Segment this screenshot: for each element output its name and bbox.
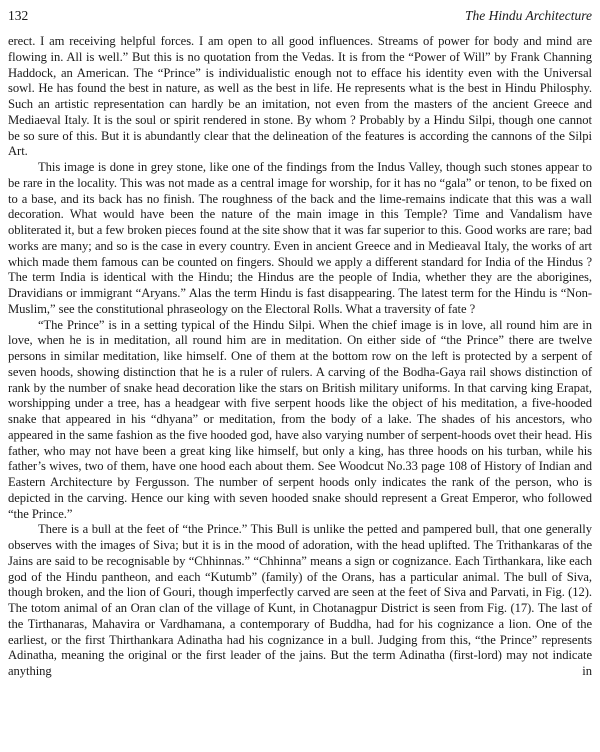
book-page [8,0,592,680]
running-head [8,0,592,34]
body-text [8,34,592,680]
paragraph-1: erect. I am receiving helpful forces. I am open to all good influences. Streams of power for body and mind are flowing in. All is well.” But this is no quotation from the Vedas. It is from the “Power of Will” by Frank Channing Haddock, an American. The “Prince” is individualistic enough not to efface his identity even with the Universal sowl. He has found the best in nature, as well as the best in life. He represents what is the best in Hindu Philosphy. Such an artistic representation can hardly be an imitation, not even from the masters of the ancient Greece and Mediaeval Italy. It is the soul or spirit rendered in stone. By whom ? Probably by a Hindu Silpi, though one cannot be so sure of this. But it is abundantly clear that the delineation of the features is according the cannons of the Silpi Art. [8,34,592,159]
paragraph-2: This image is done in grey stone, like one of the findings from the Indus Valley, though such stones appear to be rare in the locality. This was not made as a central image for worship, for it has no “gala” or tenon, to be fixed on to a base, and its back has no finish. The roughness of the back and the lime-remains indicate that this was a wall decoration. What would have been the nature of the main image in this Temple? Time and Vandalism have obliterated it, but a few broken pieces found at the site show that it was far superior to this. Good works are rare; bad works are many; and so is the case in every country. Even in ancient Greece and in Medieaval Italy, the works of art which made them famous can be counted on fingers. Should we apply a different standard for India of the Hindus ? The term India is identical with the Hindu; the Hindus are the people of India, whether they are the aborigines, Dravidians or immigrant “Aryans.” Alas the term Hindu is fast disappearing. The latest term for the Hindu is “Non-Muslim,” see the constitutional phraseology on the Electoral Rolls. What a traversity of fate ? [8,160,592,316]
paragraph-4: There is a bull at the feet of “the Prince.” This Bull is unlike the petted and pampered bull, that one generally observes with the images of Siva; but it is in the mood of adoration, with the head uplifted. The Trithankaras of the Jains are said to be recognisable by “Chhinnas.” “Chhinna” means a sign or cognizance. Each Tirthankara, like each god of the Hindu pantheon, and each “Kutumb” (family) of the Orans, has a particular animal. The bull of Siva, though broken, and the lion of Gouri, though imperfectly carved are seen at the feet of Siva and Parvati, in Fig. (12). The totom animal of an Oran clan of the village of Kunt, in Chotanagpur District is seen from Fig. (17). The last of the Tirthanaras, Mahavira or Vardhamana, a contemporary of Buddha, had for his cognizance a lion. One of the earliest, or the first Thirthankara Adinatha had his cognizance in a bull. Judging from this, “the Prince” represents Adinatha, meaning the original or the first leader of the jains. But the term Adinatha (first-lord) may not indicate anything in [8,522,592,678]
page-number: 132 [8,8,29,23]
running-title: The Hindu Architecture [465,8,592,23]
paragraph-3: “The Prince” is in a setting typical of the Hindu Silpi. When the chief image is in love, all round him are in love, when he is in meditation, all round him are in meditation. On either side of “the Prince” there are twelve persons in similar meditation, like himself. One of them at the bottom row on the left is protected by a serpent of seven hoods, showing distinction that he is a ruler of rulers. A carving of the Bodha-Gaya rail shows distinction of rank by the number of snake head decoration like the stars on British military uniforms. In that carving king Erapat, worshipping under a tree, has a headgear with five serpent hoods like the object of his meditation, a five-hooded snake that appeared in his “dhyana” or meditation, from the body of a lake. The shades of his ancestors, who appeared in the same fashion as the five hooded god, have also varying number of serpent-hoods ovet their head. His father, who may not have been a great king like himself, but only a king, has three hoods on his turban, while his father’s wives, two of them, have one hood each about them. See Woodcut No.33 page 108 of History of Indian and Eastern Architecture by Fergusson. The number of serpent hoods only indicates the rank of the person, who is depicted in the carving. Hence our king with seven hooded snake should represent a Great Emperor, who followed “the Prince.” [8,317,592,521]
